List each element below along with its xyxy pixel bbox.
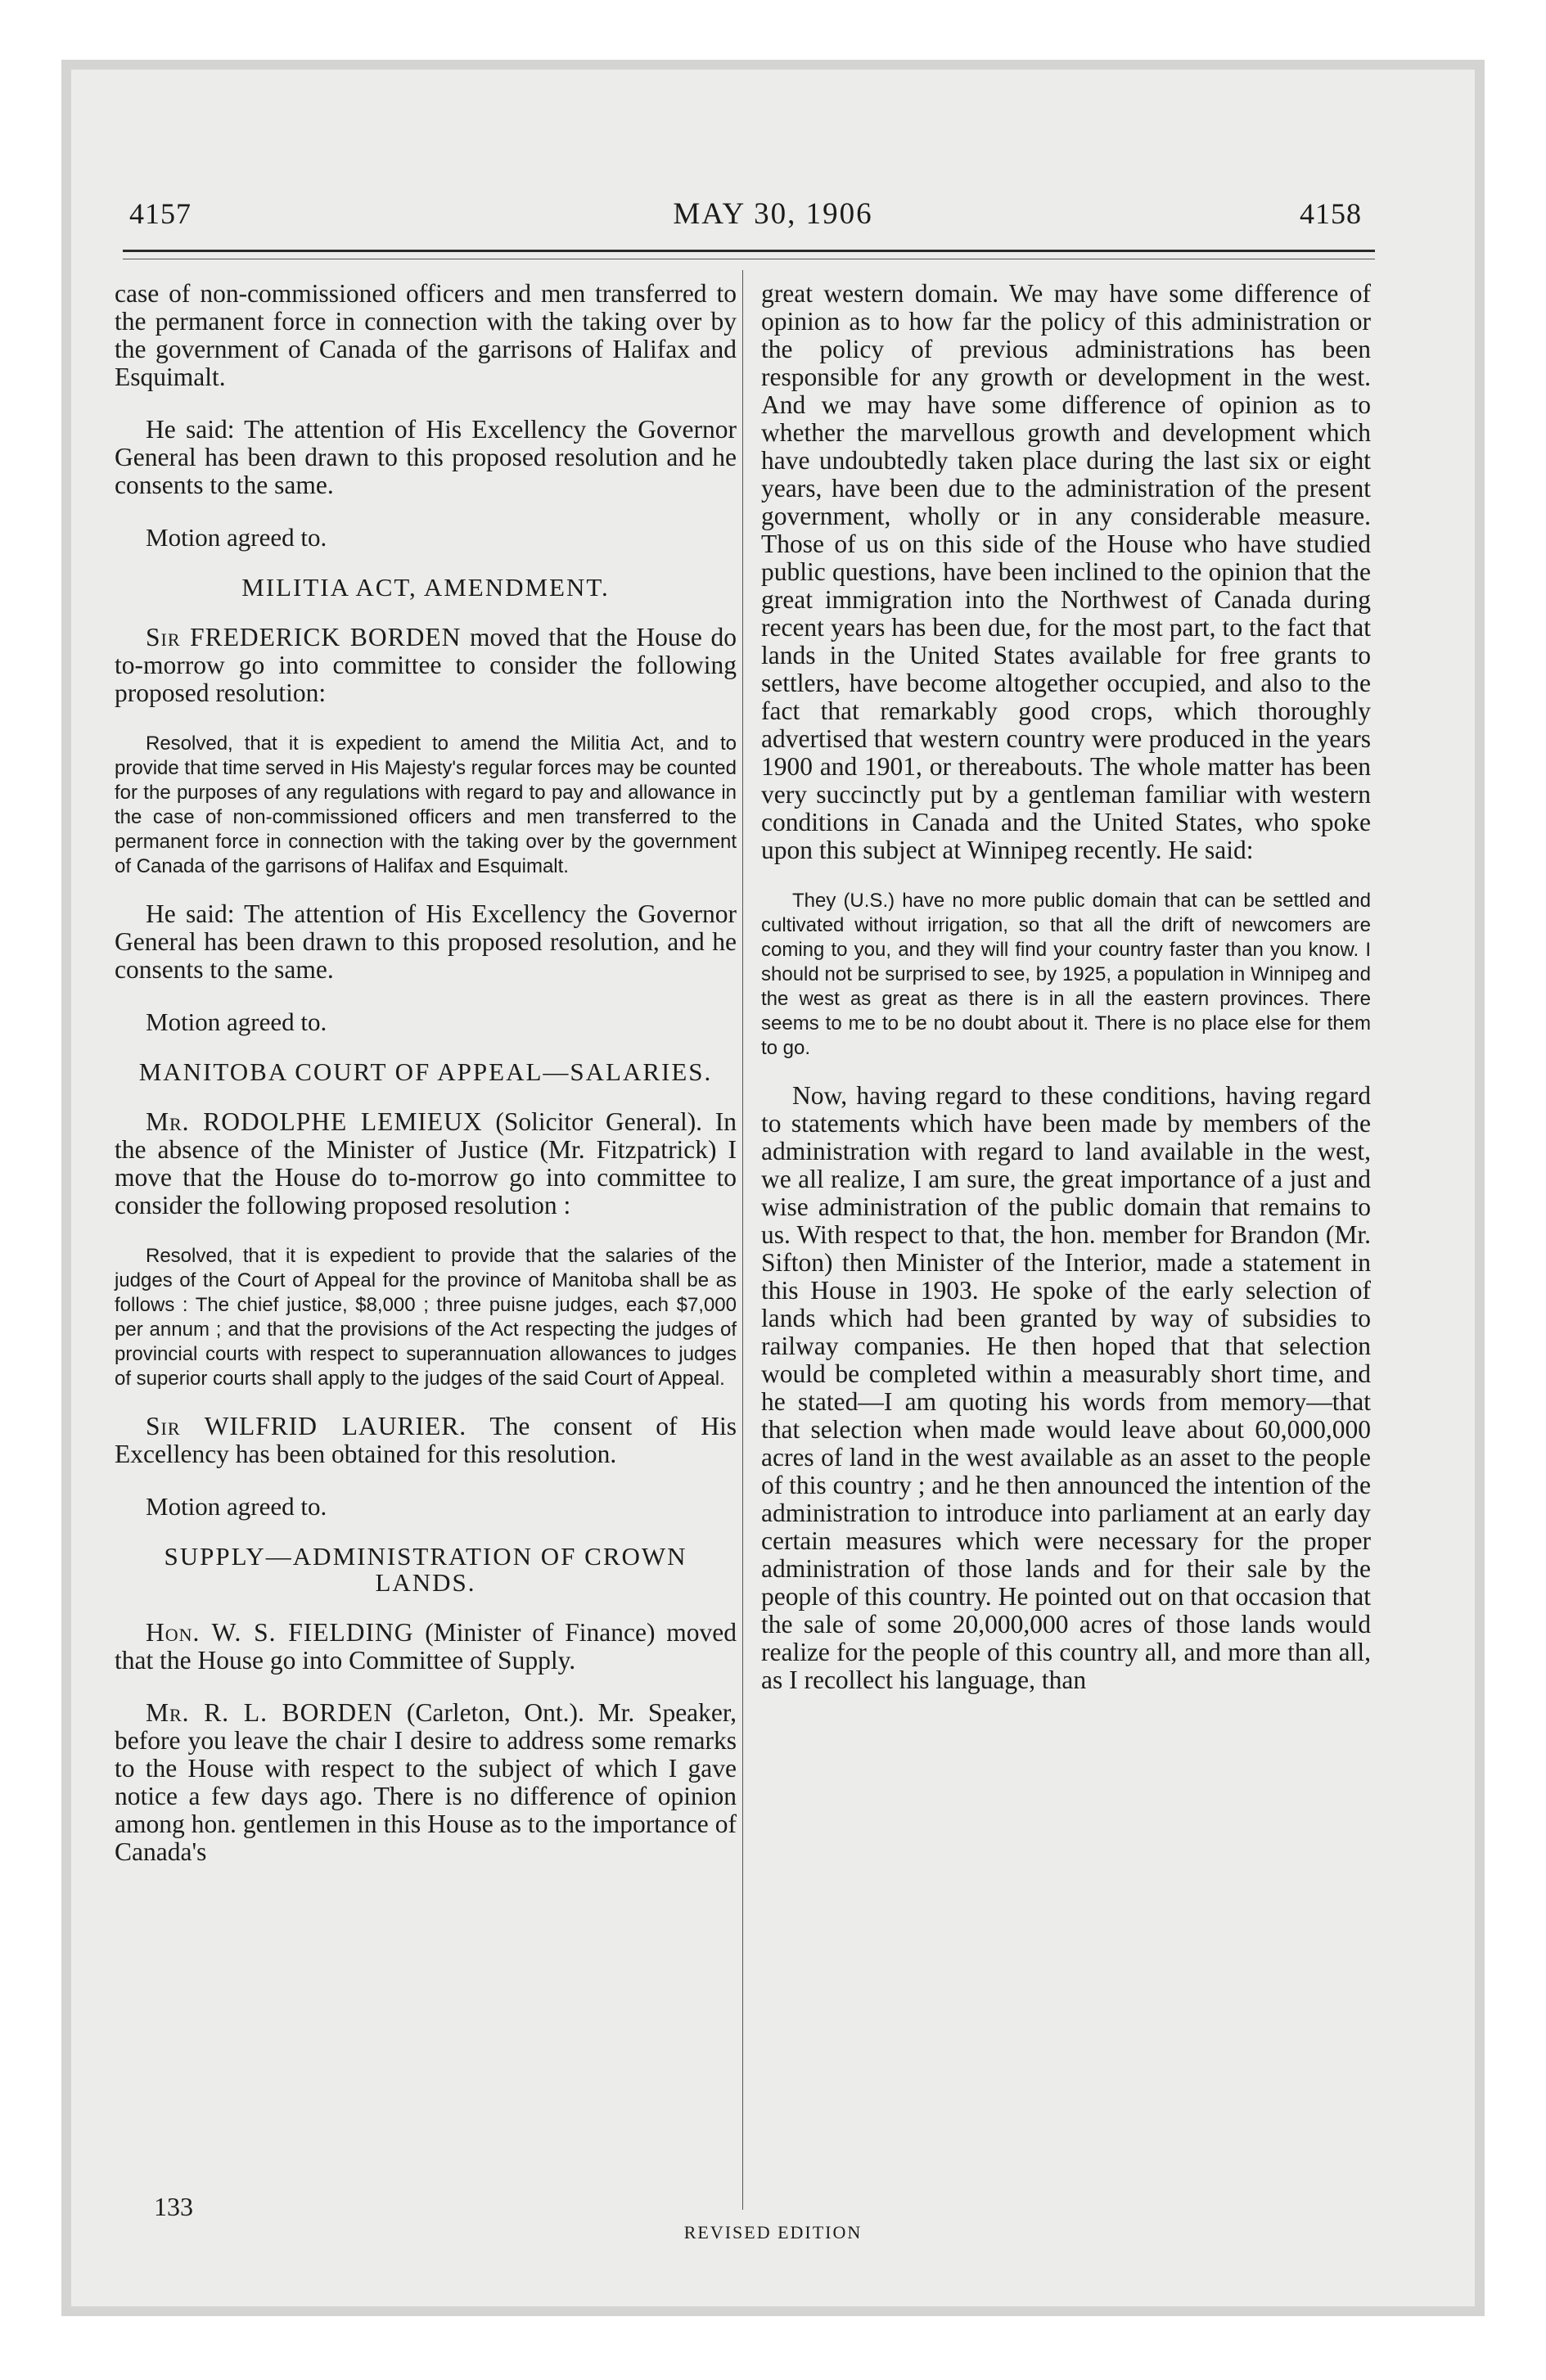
column-divider [742,270,743,2210]
speech-text: (Carleton, Ont.). Mr. Speaker, before you leave the chair I desire to address some remarks to the House with respect to the subject of which I gave notice a few days ago. There is no difference of opinion among hon. gentlemen in this House as to the importance of Canada's [115,1698,737,1866]
speech-text: The consent of His Excellency has been obtained for this resolution. [115,1412,737,1468]
paragraph: Now, having regard to these conditions, having regard to statements which have been made by members of the administration with regard to land available in the west, we all realize, I am sure, the great importance of a just and wise administration of the public domain that remains to us. With respect to that, the hon. member for Brandon (Mr. Sifton) then Minister of the Interior, made a statement in this House in 1903. He spoke of the early selection of lands which had been granted by way of subsidies to railway companies. He then hoped that that selection would be completed within a measurably short time, and he stated—I am quoting his words from memory—that that selection when made would leave about 60,000,000 acres of land in the west available as an asset to the people of this country ; and he then announced the intention of the administration to introduce into parliament at an early day certain measures which were necessary for the proper administration of those lands and for their sale by the people of this country. He pointed out on that occasion that the sale of some 20,000,000 acres of those lands would realize for the people of this country all, and more than all, as I recollect his language, than [761,1081,1371,1694]
motion-text: Motion agreed to. [146,1492,327,1521]
speaker-name: Mr. RODOLPHE LEMIEUX [146,1107,483,1136]
section-heading: MANITOBA COURT OF APPEAL—SALARIES. [138,1057,713,1086]
section-heading: MILITIA ACT, AMENDMENT. [241,573,610,602]
paragraph [115,1413,737,1468]
paragraph: case of non-commissioned officers and men transferred to the permanent force in connection with the taking over by the government of Canada of the garrisons of Halifax and Esquimalt. [115,279,737,391]
resolution-quote: Resolved, that it is expedient to provide that the salaries of the judges of the Court of Appeal for the province of Manitoba shall be as follows : The chief justice, $8,000 ; three puisne judges, each $7,000 per annum ; and that the provisions of the Act respecting the judges of provincial courts with respect to superannuation allowances to judges of superior courts shall apply to the judges of the said Court of Appeal. [115,1245,737,1390]
right-page-number: 4158 [1300,197,1362,230]
page-date: MAY 30, 1906 [673,197,873,231]
right-column [761,280,1371,1719]
paragraph: great western domain. We may have some difference of opinion as to how far the policy of this administration or the policy of previous administrations has been responsible for any growth or development in the west. And we may have some difference of opinion as to whether the marvellous growth and development which have undoubtedly taken place during the last six or eight years, have been due to the administration of the present government, wholly or in any considerable measure. Those of us on this side of the House who have studied public questions, have been inclined to the opinion that the great immigration into the Northwest of Canada during recent years has been due, for the most part, to the fact that lands in the United States available for free grants to settlers, have become altogether occupied, and also to the fact that remarkably good crops, which thoroughly advertised that western country were produced in the years 1900 and 1901, or thereabouts. The whole matter has been very succinctly put by a gentleman familiar with western conditions in Canada and the United States, who spoke upon this subject at Winnipeg recently. He said: [761,279,1371,864]
speaker-name: Mr. R. L. BORDEN [146,1698,394,1727]
speech-text: (Solicitor General). In the absence of the Minister of Justice (Mr. Fitzpatrick) I move that the House do to-morrow go into committee to consider the following proposed resolution : [115,1107,737,1219]
section-heading: SUPPLY—ADMINISTRATION OF CROWN LANDS. [164,1542,687,1597]
speech-text: (Minister of Finance) moved that the House go into Committee of Supply. [115,1618,737,1675]
header-rule-thick [123,250,1375,252]
paragraph [115,624,737,707]
speaker-name: Hon. W. S. FIELDING [146,1618,414,1647]
speaker-name: Sir WILFRID LAURIER. [146,1412,467,1440]
paragraph [115,1699,737,1866]
signature-mark: 133 [154,2192,193,2221]
left-page-number: 4157 [129,197,192,230]
paragraph [115,1619,737,1675]
left-column [115,280,737,1891]
resolution-quote: Resolved, that it is expedient to amend the Militia Act, and to provide that time served in His Majesty's regular forces may be counted for the purposes of any regulations with regard to pay and allowance in the case of non-commissioned officers and men transferred to the permanent force in connection with the taking over by the government of Canada of the garrisons of Halifax and Esquimalt. [115,732,737,877]
speaker-name: Sir FREDERICK BORDEN [146,623,462,651]
motion-text: Motion agreed to. [146,1007,327,1036]
motion-text: Motion agreed to. [146,523,327,552]
quotation: They (U.S.) have no more public domain that can be settled and cultivated without irrigation, so that all the drift of newcomers are coming to you, and they will find your country faster than you know. I should not be surprised to see, by 1925, a population in Winnipeg and the west as great as there is in all the eastern provinces. There seems to me to be no doubt about it. There is no place else for them to go. [761,890,1371,1059]
speech-text: moved that the House do to-morrow go into committee to consider the following proposed resolution: [115,623,737,707]
paragraph: He said: The attention of His Excellency the Governor General has been drawn to this proposed resolution and he consents to the same. [115,415,737,499]
paragraph: He said: The attention of His Excellency the Governor General has been drawn to this proposed resolution, and he consents to the same. [115,899,737,984]
paragraph [115,1108,737,1219]
footer-edition: REVISED EDITION [683,2222,863,2243]
